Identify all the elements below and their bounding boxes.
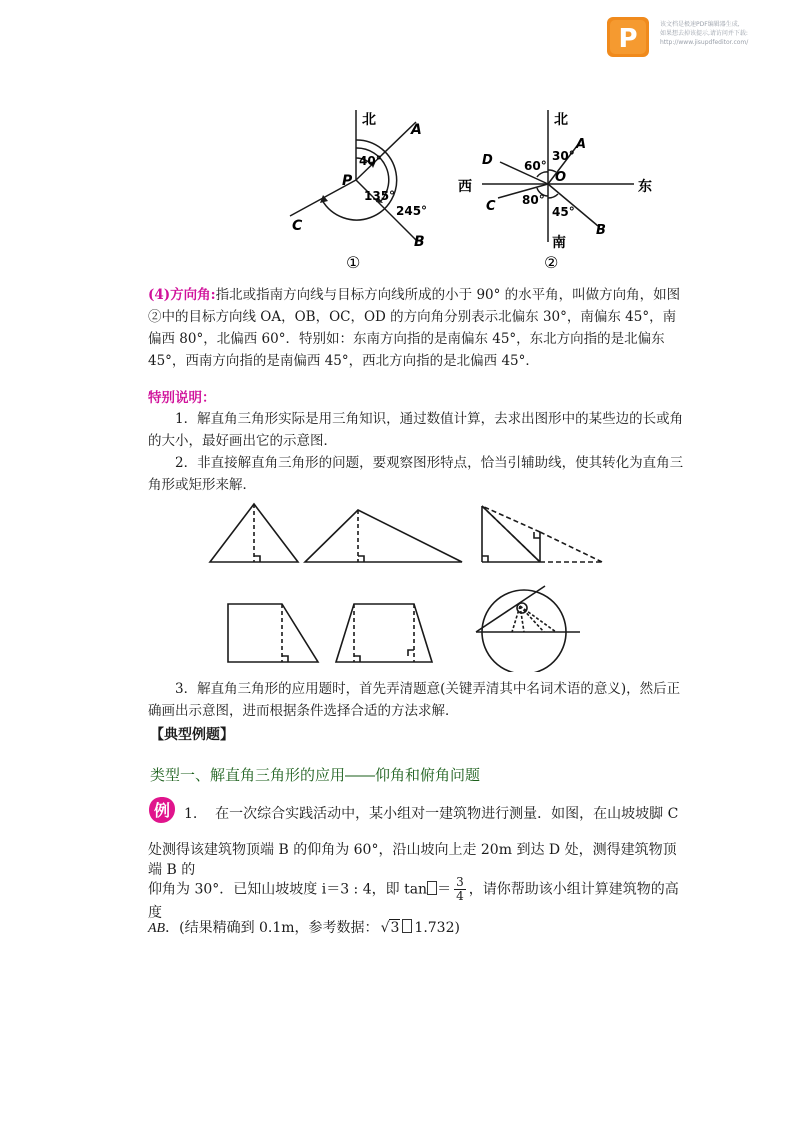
watermark-line-1: 该文档是极速PDF编辑器生成,	[660, 21, 740, 28]
example-ab: AB	[148, 921, 166, 936]
figure-2-compass	[452, 102, 662, 272]
fig-isosceles-trapezoid	[336, 604, 432, 662]
watermark-line-3: http://www.jisupdfeditor.com/	[660, 39, 749, 46]
example-line-3	[148, 876, 688, 923]
fraction-denominator: 4	[456, 889, 464, 903]
special-note-item-1: 1．解直角三角形实际是用三角知识，通过数值计算，去求出图形中的某些边的长或角的大小，最好画出它的示意图．	[148, 411, 684, 449]
example-line-1-text: 在一次综合实践活动中，某小组对一建筑物进行测量．如图，在山坡坡脚 C	[215, 806, 679, 822]
fig1-label: ①	[346, 253, 361, 272]
fig1-ang135: 135°	[364, 189, 396, 203]
direction-angle-paragraph	[148, 284, 688, 372]
fraction	[454, 876, 466, 903]
fig2-south: 南	[552, 235, 566, 251]
example-line-4	[148, 918, 688, 939]
fig2-north: 北	[554, 112, 568, 128]
fig-scalene-triangle	[305, 510, 462, 562]
approx-glyph-box	[402, 919, 412, 933]
missing-glyph-box	[427, 881, 437, 895]
fig1-p: P	[342, 173, 353, 189]
fig2-o: O	[555, 170, 567, 185]
example-line-3-pre: 仰角为 30°．已知山坡坡度 i＝3 : 4，即 tan	[148, 881, 428, 898]
type-heading: 类型一、解直角三角形的应用——仰角和俯角问题	[150, 767, 481, 784]
sqrt-radicand: 3	[390, 920, 400, 936]
example-line-3-post: ，请你帮助该小组计算建筑物的高度	[148, 881, 679, 921]
fig-right-trapezoid	[228, 604, 318, 662]
example-badge-text: 例	[153, 801, 171, 820]
example-line-4-end: 1.732)	[414, 920, 460, 936]
fig1-a: A	[411, 122, 422, 138]
fig2-d: D	[482, 153, 493, 168]
fig1-ang245: 245°	[396, 204, 428, 218]
example-line-2: 处测得该建筑物顶端 B 的仰角为 60°，沿山坡向上走 20m 到达 D 处，测得建筑物顶端 B 的	[148, 842, 677, 878]
watermark-line-2: 如果想去掉该提示,请访问并下载:	[660, 30, 748, 37]
fig2-b: B	[596, 223, 606, 238]
special-note-item-2: 2．非直接解直角三角形的问题，要观察图形特点，恰当引辅助线，使其转化为直角三角形或矩形来解．	[148, 455, 684, 493]
fig2-ang45: 45°	[552, 205, 575, 219]
fig2-a: A	[576, 137, 587, 152]
direction-angle-text: 指北或指南方向线与目标方向线所成的小于 90° 的水平角，叫做方向角，如图②中的目标方向线 OA，OB，OC，OD 的方向角分别表示北偏东 30°，南偏东 45°，南偏西 80°，北偏西 60°．特别如：东南方向指的是南偏东 45°，东北方向指的是北偏东 45°，西南方向指的是南偏西 45°，西北方向指的是北偏西 45°．	[148, 287, 681, 369]
logo-letter: P	[618, 24, 638, 54]
pdf-editor-logo	[606, 16, 650, 58]
fig2-ang30: 30°	[552, 149, 575, 163]
fig2-label: ②	[544, 253, 559, 272]
example-line-1	[184, 804, 694, 824]
example-number: 1.	[184, 806, 198, 822]
fig2-west: 西	[458, 179, 472, 195]
fig1-north: 北	[362, 112, 376, 128]
direction-angle-label: (4)方向角:	[148, 287, 216, 303]
example-badge	[148, 796, 176, 824]
fig2-east: 东	[638, 179, 652, 195]
example-line-3-eq: ＝	[437, 881, 452, 898]
auxiliary-line-figures	[200, 496, 610, 672]
watermark-text	[660, 20, 780, 47]
fig2-c: C	[486, 199, 496, 214]
special-note-title: 特别说明：	[148, 390, 216, 405]
figure-1-azimuth	[280, 102, 440, 272]
section-heading: 【典型例题】	[150, 726, 234, 742]
sqrt-expression: √3	[380, 920, 400, 936]
fig2-ang60: 60°	[524, 159, 547, 173]
fig1-b: B	[414, 234, 425, 250]
fig1-c: C	[292, 218, 303, 234]
fraction-numerator: 3	[456, 875, 464, 889]
fig1-ang40: 40°	[359, 154, 382, 168]
special-note-item-3: 3．解直角三角形的应用题时，首先弄清题意(关键弄清其中名词术语的意义)，然后正确画出示意图，进而根据条件选择合适的方法求解．	[148, 681, 681, 719]
example-line-4-text: ．(结果精确到 0.1m，参考数据：	[165, 920, 379, 936]
fig2-ang80: 80°	[522, 193, 545, 207]
